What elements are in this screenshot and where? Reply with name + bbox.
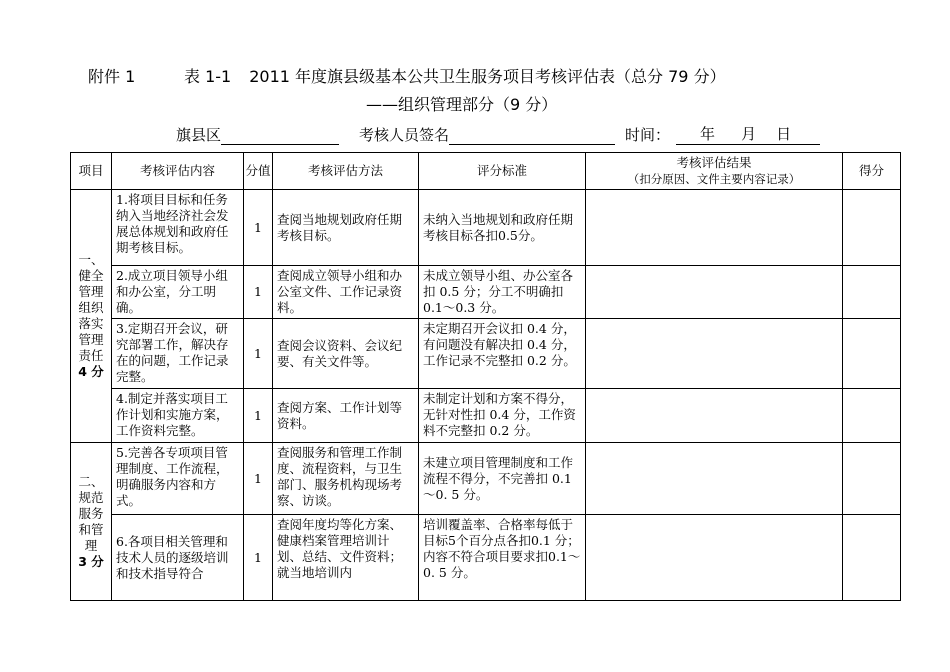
month-label: 月 bbox=[741, 125, 757, 143]
standard-cell: 培训覆盖率、合格率每低于目标5个百分点各扣0.1 分；内容不符合项目要求扣0.1～0. 5 分。 bbox=[419, 515, 586, 601]
result-cell[interactable] bbox=[586, 319, 843, 389]
county-label: 旗县区 bbox=[176, 126, 222, 144]
category-points: 3 分 bbox=[78, 553, 104, 569]
value-cell: 1 bbox=[244, 443, 273, 515]
sign-line bbox=[176, 123, 820, 145]
header-score: 得分 bbox=[843, 153, 901, 190]
category-cell bbox=[71, 443, 112, 601]
table-row bbox=[71, 266, 901, 319]
document-title bbox=[88, 64, 726, 87]
document-subtitle: ——组织管理部分（9 分） bbox=[366, 95, 558, 114]
method-cell: 查阅服务和管理工作制度、流程资料，与卫生部门、服务机构现场考察、访谈。 bbox=[273, 443, 419, 515]
category-text: 二、规范服务和管理 bbox=[78, 473, 104, 553]
score-cell[interactable] bbox=[843, 266, 901, 319]
assessor-blank bbox=[449, 128, 615, 145]
result-cell[interactable] bbox=[586, 443, 843, 515]
assessor-label: 考核人员签名 bbox=[359, 126, 450, 144]
header-score-value: 分值 bbox=[244, 153, 273, 190]
header-result bbox=[586, 153, 843, 190]
time-label: 时间： bbox=[625, 126, 671, 144]
value-cell: 1 bbox=[244, 319, 273, 389]
value-cell: 1 bbox=[244, 389, 273, 443]
header-result-title: 考核评估结果 bbox=[676, 155, 752, 170]
method-cell: 查阅会议资料、会议纪要、有关文件等。 bbox=[273, 319, 419, 389]
category-points: 4 分 bbox=[78, 364, 104, 379]
header-content: 考核评估内容 bbox=[112, 153, 244, 190]
content-cell: 5.完善各专项项目管理制度、工作流程，明确服务内容和方式。 bbox=[112, 443, 244, 515]
score-cell[interactable] bbox=[843, 515, 901, 601]
result-cell[interactable] bbox=[586, 266, 843, 319]
score-cell[interactable] bbox=[843, 319, 901, 389]
category-cell bbox=[71, 190, 112, 443]
header-result-subtitle: （扣分原因、文件主要内容记录） bbox=[627, 172, 801, 186]
standard-cell: 未建立项目管理制度和工作流程不得分，不完善扣 0.1～0. 5 分。 bbox=[419, 443, 586, 515]
score-cell[interactable] bbox=[843, 443, 901, 515]
score-cell[interactable] bbox=[843, 389, 901, 443]
content-cell: 3.定期召开会议，研究部署工作，解决存在的问题，工作记录完整。 bbox=[112, 319, 244, 389]
header-row bbox=[71, 153, 901, 190]
standard-cell: 未定期召开会议扣 0.4 分，有问题没有解决扣 0.4 分，工作记录不完整扣 0.2 分。 bbox=[419, 319, 586, 389]
date-blank bbox=[676, 123, 820, 145]
attachment-label: 附件 1 bbox=[88, 67, 136, 86]
table-row bbox=[71, 190, 901, 266]
year-label: 年 bbox=[700, 125, 716, 143]
assessment-table bbox=[70, 152, 901, 601]
value-cell: 1 bbox=[244, 190, 273, 266]
method-cell: 查阅成立领导小组和办公室文件、工作记录资料。 bbox=[273, 266, 419, 319]
table-row bbox=[71, 443, 901, 515]
table-row bbox=[71, 389, 901, 443]
table-row bbox=[71, 319, 901, 389]
content-cell: 2.成立项目领导小组和办公室，分工明确。 bbox=[112, 266, 244, 319]
content-cell: 4.制定并落实项目工作计划和实施方案，工作资料完整。 bbox=[112, 389, 244, 443]
score-cell[interactable] bbox=[843, 190, 901, 266]
category-text: 一、健全管理组织落实管理责任 bbox=[78, 252, 104, 363]
content-cell: 1.将项目目标和任务纳入当地经济社会发展总体规划和政府任期考核目标。 bbox=[112, 190, 244, 266]
county-blank bbox=[221, 128, 339, 145]
standard-cell: 未纳入当地规划和政府任期考核目标各扣0.5分。 bbox=[419, 190, 586, 266]
content-cell: 6.各项目相关管理和技术人员的逐级培训和技术指导符合 bbox=[112, 515, 244, 601]
value-cell: 1 bbox=[244, 515, 273, 601]
header-item: 项目 bbox=[71, 153, 112, 190]
day-label: 日 bbox=[776, 125, 792, 143]
standard-cell: 未成立领导小组、办公室各扣 0.5 分；分工不明确扣 0.1～0.3 分。 bbox=[419, 266, 586, 319]
standard-cell: 未制定计划和方案不得分，无针对性扣 0.4 分，工作资料不完整扣 0.2 分。 bbox=[419, 389, 586, 443]
header-standard: 评分标准 bbox=[419, 153, 586, 190]
result-cell[interactable] bbox=[586, 389, 843, 443]
table-row bbox=[71, 515, 901, 601]
value-cell: 1 bbox=[244, 266, 273, 319]
method-cell: 查阅当地规划政府任期考核目标。 bbox=[273, 190, 419, 266]
result-cell[interactable] bbox=[586, 515, 843, 601]
method-cell: 查阅方案、工作计划等资料。 bbox=[273, 389, 419, 443]
title-text: 2011 年度旗县级基本公共卫生服务项目考核评估表（总分 79 分） bbox=[249, 67, 726, 86]
result-cell[interactable] bbox=[586, 190, 843, 266]
method-cell: 查阅年度均等化方案、健康档案管理培训计划、总结、文件资料；就当地培训内 bbox=[273, 515, 419, 601]
table-number: 表 1-1 bbox=[184, 67, 232, 86]
header-method: 考核评估方法 bbox=[273, 153, 419, 190]
